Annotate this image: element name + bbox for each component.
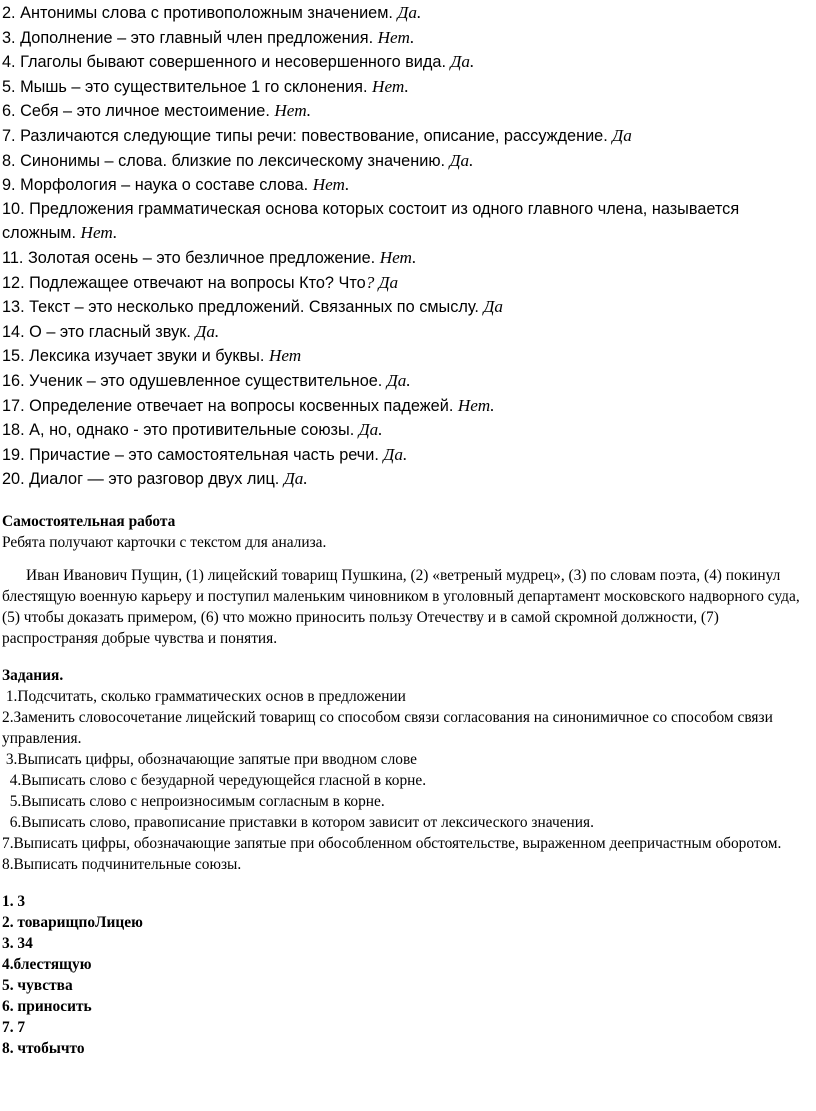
quiz-answer: Да. (449, 150, 474, 170)
quiz-answer: Нет. (274, 101, 312, 121)
quiz-item (2, 394, 814, 419)
task-item: 6.Выписать слово, правописание приставки в котором зависит от лексического значения. (2, 814, 594, 831)
quiz-statement: 19. Причастие – это самостоятельная часть речи. (2, 445, 384, 464)
quiz-statement: 3. Дополнение – это главный член предложения. (2, 28, 378, 47)
task-item: 5.Выписать слово с непроизносимым согласным в корне. (2, 793, 385, 810)
quiz-statement: 2. Антонимы слова с противоположным значением. (2, 4, 398, 22)
independent-work-section (2, 511, 814, 1059)
quiz-item (2, 467, 814, 492)
answer-item: 4.блестящую (2, 956, 92, 973)
quiz-answer: Да. (383, 444, 408, 464)
quiz-answer: Да (612, 125, 632, 145)
quiz-answer: Да (483, 297, 503, 317)
quiz-item (2, 198, 814, 246)
quiz-statement: 6. Себя – это личное местоимение. (2, 102, 275, 121)
quiz-item (2, 1, 814, 26)
quiz-answer: Да. (283, 469, 308, 489)
quiz-statement: 17. Определение отвечает на вопросы косвенных падежей. (2, 396, 458, 415)
quiz-item (2, 99, 814, 124)
task-item: 4.Выписать слово с безударной чередующейся гласной в корне. (2, 772, 427, 789)
quiz-item (2, 75, 814, 100)
section-intro: Ребята получают карточки с текстом для анализа. (2, 534, 327, 551)
answer-item: 6. приносить (2, 998, 92, 1015)
quiz-statement: 11. Золотая осень – это безличное предложение. (2, 248, 380, 267)
quiz-item (2, 344, 814, 369)
quiz-item (2, 246, 814, 271)
answer-item: 2. товарищпоЛицею (2, 914, 143, 931)
quiz-statement: 16. Ученик – это одушевленное существительное. (2, 371, 387, 390)
quiz-item (2, 173, 814, 198)
task-item: 2.Заменить словосочетание лицейский товарищ со способом связи согласования на синонимичное со способом связи управления. (2, 709, 773, 747)
quiz-answer: Нет. (312, 175, 350, 195)
answers-list (2, 891, 814, 1059)
quiz-statement: 20. Диалог — это разговор двух лиц. (2, 470, 284, 489)
quiz-statement: 13. Текст – это несколько предложений. Связанных по смыслу. (2, 298, 484, 317)
quiz-statement: 18. А, но, однако - это противительные союзы. (2, 421, 359, 440)
quiz-statement: 10. Предложения грамматическая основа которых состоит из одного главного члена, называется сложным. (2, 199, 740, 243)
answer-item: 5. чувства (2, 977, 73, 994)
quiz-statement: 12. Подлежащее отвечают на вопросы Кто? Что (2, 273, 366, 292)
quiz-item (2, 369, 814, 394)
quiz-statement: 7. Различаются следующие типы речи: повествование, описание, рассуждение. (2, 126, 613, 145)
quiz-answer: Да. (397, 3, 422, 22)
tasks-title: Задания. (2, 667, 64, 684)
tasks-list (2, 686, 814, 875)
quiz-item (2, 124, 814, 149)
quiz-item (2, 443, 814, 468)
task-item: 7.Выписать цифры, обозначающие запятые при обособленном обстоятельстве, выраженном деепричастным оборотом. (2, 835, 782, 852)
quiz-answer: Нет. (379, 247, 417, 267)
quiz-item (2, 50, 814, 75)
quiz-answer: Да. (450, 52, 475, 72)
quiz-statement: 5. Мышь – это существительное 1 го склонения. (2, 77, 373, 96)
task-item: 1.Подсчитать, сколько грамматических основ в предложении (2, 688, 406, 705)
quiz-statement: 14. О – это гласный звук. (2, 322, 196, 341)
quiz-answer: Нет. (457, 395, 495, 415)
quiz-answer: Нет (268, 346, 302, 366)
quiz-item (2, 295, 814, 320)
quiz-answer: Да. (358, 420, 383, 440)
quiz-answer: Нет. (372, 76, 409, 96)
spacer (2, 875, 814, 891)
section-title: Самостоятельная работа (2, 513, 176, 530)
quiz-item (2, 320, 814, 345)
quiz-statement: 8. Синонимы – слова. близкие по лексическому значению. (2, 151, 450, 170)
quiz-answer: Да. (386, 370, 411, 390)
task-item: 8.Выписать подчинительные союзы. (2, 856, 242, 873)
analysis-passage: Иван Иванович Пущин, (1) лицейский товарищ Пушкина, (2) «ветреный мудрец», (3) по словам поэта, (4) покинул блестящую военную карьеру и поступил маленьким чиновником в уголовный департамент московского надворного суда, (5) чтобы доказать примером, (6) что можно приносить пользу Отечеству и в самой скромной должности, (7) распространяя добрые чувства и понятия. (2, 567, 800, 647)
quiz-statement: 4. Глаголы бывают совершенного и несовершенного вида. (2, 53, 451, 72)
quiz-answer: Нет. (377, 27, 415, 47)
quiz-answer: ? Да (365, 272, 399, 292)
quiz-answer: Да. (195, 321, 220, 341)
answer-item: 7. 7 (2, 1019, 26, 1036)
quiz-statement: 9. Морфология – наука о составе слова. (2, 176, 313, 195)
quiz-item (2, 26, 814, 51)
quiz-statement: 15. Лексика изучает звуки и буквы. (2, 347, 269, 366)
answer-item: 8. чтобычто (2, 1040, 85, 1057)
quiz-item (2, 271, 814, 296)
task-item: 3.Выписать цифры, обозначающие запятые при вводном слове (2, 751, 418, 768)
answer-item: 3. 34 (2, 935, 33, 952)
answer-item: 1. 3 (2, 893, 26, 910)
quiz-item (2, 418, 814, 443)
quiz-item (2, 149, 814, 174)
quiz-list (2, 1, 814, 492)
quiz-answer: Нет. (80, 223, 118, 243)
